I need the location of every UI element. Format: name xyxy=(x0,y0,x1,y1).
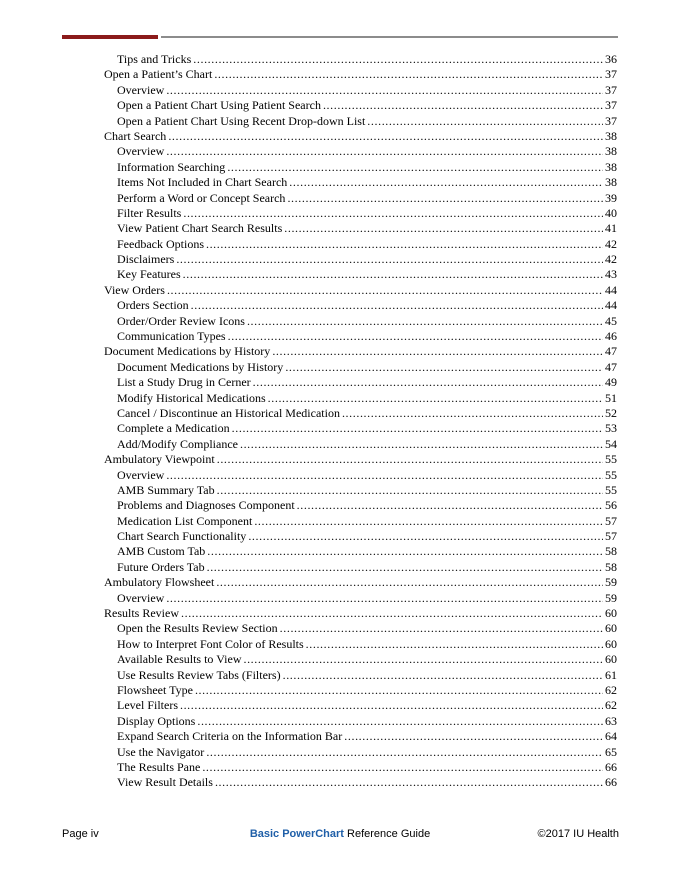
toc-entry-page: 60 xyxy=(605,636,617,651)
toc-entry[interactable] xyxy=(104,83,617,98)
toc-leader-dots xyxy=(289,175,603,190)
header-rule-accent xyxy=(62,35,158,39)
toc-entry[interactable] xyxy=(104,575,617,590)
toc-entry-page: 37 xyxy=(605,67,617,82)
toc-entry-page: 46 xyxy=(605,329,617,344)
toc-entry-page: 53 xyxy=(605,421,617,436)
toc-entry-page: 54 xyxy=(605,436,617,451)
toc-entry-title: View Orders xyxy=(104,282,165,297)
toc-leader-dots xyxy=(217,483,603,498)
toc-entry-title: Complete a Medication xyxy=(117,421,230,436)
toc-leader-dots xyxy=(248,529,603,544)
toc-entry[interactable] xyxy=(104,652,617,667)
toc-entry-page: 38 xyxy=(605,175,617,190)
toc-entry-title: Modify Historical Medications xyxy=(117,390,266,405)
toc-entry[interactable] xyxy=(104,375,617,390)
toc-entry-page: 44 xyxy=(605,298,617,313)
toc-entry[interactable] xyxy=(104,775,617,790)
toc-entry-page: 38 xyxy=(605,144,617,159)
toc-entry[interactable] xyxy=(104,421,617,436)
footer-page-number: Page iv xyxy=(62,828,99,840)
toc-entry-title: Disclaimers xyxy=(117,252,175,267)
toc-entry[interactable] xyxy=(104,344,617,359)
toc-entry-title: Available Results to View xyxy=(117,652,242,667)
toc-entry-title: Open a Patient’s Chart xyxy=(104,67,213,82)
toc-entry-title: Medication List Component xyxy=(117,513,253,528)
toc-entry-title: Orders Section xyxy=(117,298,189,313)
toc-entry[interactable] xyxy=(104,591,617,606)
page-footer xyxy=(0,828,680,844)
toc-entry-page: 62 xyxy=(605,698,617,713)
toc-entry-page: 64 xyxy=(605,729,617,744)
toc-entry-page: 52 xyxy=(605,405,617,420)
toc-entry[interactable] xyxy=(104,683,617,698)
toc-entry-page: 42 xyxy=(605,236,617,251)
toc-entry-title: Use the Navigator xyxy=(117,744,205,759)
toc-entry-page: 57 xyxy=(605,529,617,544)
toc-entry[interactable] xyxy=(104,237,617,252)
toc-entry-page: 39 xyxy=(605,190,617,205)
toc-entry[interactable] xyxy=(104,560,617,575)
toc-entry-title: AMB Summary Tab xyxy=(117,482,215,497)
toc-leader-dots xyxy=(284,221,603,236)
toc-entry-title: View Patient Chart Search Results xyxy=(117,221,283,236)
toc-leader-dots xyxy=(214,67,603,82)
toc-entry-page: 62 xyxy=(605,683,617,697)
toc-leader-dots xyxy=(202,760,603,775)
toc-entry-title: Open the Results Review Section xyxy=(117,621,278,636)
toc-entry[interactable] xyxy=(104,52,617,67)
toc-entry-title: Perform a Word or Concept Search xyxy=(117,190,286,205)
toc-entry[interactable] xyxy=(104,67,617,82)
toc-entry-title: View Result Details xyxy=(117,775,213,790)
toc-entry-page: 58 xyxy=(605,559,617,574)
toc-entry-page: 60 xyxy=(605,652,617,667)
toc-entry[interactable] xyxy=(104,621,617,636)
toc-entry[interactable] xyxy=(104,437,617,452)
toc-entry[interactable] xyxy=(104,514,617,529)
toc-entry-page: 38 xyxy=(605,159,617,174)
toc-entry[interactable] xyxy=(104,452,617,467)
footer-title-rest: Reference Guide xyxy=(343,828,431,840)
toc-entry[interactable] xyxy=(104,637,617,652)
toc-leader-dots xyxy=(206,745,603,760)
toc-leader-dots xyxy=(207,560,603,575)
toc-entry-page: 55 xyxy=(605,467,617,482)
toc-leader-dots xyxy=(207,544,603,559)
toc-leader-dots xyxy=(206,237,603,252)
toc-entry[interactable] xyxy=(104,606,617,621)
toc-entry-page: 43 xyxy=(605,267,617,282)
toc-leader-dots xyxy=(287,191,603,206)
toc-entry-title: Open a Patient Chart Using Recent Drop-down List xyxy=(117,113,366,128)
toc-entry-title: Key Features xyxy=(117,267,181,282)
toc-entry-title: Overview xyxy=(117,467,165,482)
toc-entry-page: 38 xyxy=(605,128,617,143)
footer-copyright: ©2017 IU Health xyxy=(537,828,619,840)
toc-entry-title: Communication Types xyxy=(117,329,226,344)
toc-entry-title: Overview xyxy=(117,144,165,159)
header-rule xyxy=(161,36,618,38)
toc-entry[interactable] xyxy=(104,329,617,344)
toc-leader-dots xyxy=(166,83,603,98)
toc-entry-page: 37 xyxy=(605,98,617,113)
toc-leader-dots xyxy=(166,144,603,159)
toc-entry-page: 59 xyxy=(605,575,617,590)
toc-entry-title: Items Not Included in Chart Search xyxy=(117,175,288,190)
toc-entry-title: How to Interpret Font Color of Results xyxy=(117,636,304,651)
toc-entry-page: 58 xyxy=(605,544,617,559)
toc-entry-page: 60 xyxy=(605,606,617,621)
toc-entry-page: 47 xyxy=(605,359,617,374)
toc-entry[interactable] xyxy=(104,360,617,375)
toc-entry-title: Tips and Tricks xyxy=(117,51,192,66)
toc-entry-title: List a Study Drug in Cerner xyxy=(117,375,251,390)
toc-entry-title: Open a Patient Chart Using Patient Search xyxy=(117,98,321,113)
toc-entry-page: 57 xyxy=(605,513,617,528)
toc-entry-title: Ambulatory Viewpoint xyxy=(104,452,215,467)
toc-entry[interactable] xyxy=(104,668,617,683)
toc-entry-page: 44 xyxy=(605,282,617,297)
toc-entry[interactable] xyxy=(104,314,617,329)
toc-leader-dots xyxy=(228,329,603,344)
toc-entry[interactable] xyxy=(104,406,617,421)
table-of-contents xyxy=(104,52,617,791)
toc-entry-page: 36 xyxy=(605,51,617,66)
toc-entry[interactable] xyxy=(104,545,617,560)
toc-entry-page: 59 xyxy=(605,590,617,605)
toc-leader-dots xyxy=(227,160,603,175)
toc-entry-title: Use Results Review Tabs (Filters) xyxy=(117,667,281,682)
toc-entry-page: 47 xyxy=(605,344,617,359)
toc-leader-dots xyxy=(166,468,603,483)
toc-leader-dots xyxy=(285,360,603,375)
toc-leader-dots xyxy=(180,698,603,713)
toc-entry-page: 41 xyxy=(605,221,617,236)
toc-entry-page: 42 xyxy=(605,252,617,267)
toc-entry[interactable] xyxy=(104,252,617,267)
toc-entry-page: 51 xyxy=(605,390,617,405)
toc-leader-dots xyxy=(253,375,603,390)
toc-entry-page: 55 xyxy=(605,482,617,497)
toc-entry-page: 60 xyxy=(605,621,617,636)
toc-entry-page: 65 xyxy=(605,744,617,759)
toc-entry-page: 37 xyxy=(605,82,617,97)
toc-leader-dots xyxy=(181,606,603,621)
toc-entry-title: AMB Custom Tab xyxy=(117,544,206,559)
toc-leader-dots xyxy=(215,775,603,790)
toc-leader-dots xyxy=(297,498,603,513)
toc-entry-title: Overview xyxy=(117,82,165,97)
toc-entry-page: 40 xyxy=(605,205,617,220)
toc-entry[interactable] xyxy=(104,760,617,775)
toc-entry[interactable] xyxy=(104,267,617,282)
toc-entry-title: Display Options xyxy=(117,713,196,728)
toc-entry-page: 55 xyxy=(605,452,617,467)
toc-entry-page: 63 xyxy=(605,713,617,728)
toc-leader-dots xyxy=(247,314,603,329)
toc-entry[interactable] xyxy=(104,283,617,298)
toc-entry-page: 56 xyxy=(605,498,617,513)
toc-entry[interactable] xyxy=(104,298,617,313)
toc-entry[interactable] xyxy=(104,714,617,729)
toc-entry[interactable] xyxy=(104,498,617,513)
toc-entry-title: Future Orders Tab xyxy=(117,559,205,574)
toc-entry-title: Expand Search Criteria on the Information Bar xyxy=(117,729,343,744)
toc-entry-title: Problems and Diagnoses Component xyxy=(117,498,295,513)
toc-entry-page: 66 xyxy=(605,759,617,774)
toc-entry[interactable] xyxy=(104,206,617,221)
toc-entry-title: Order/Order Review Icons xyxy=(117,313,245,328)
toc-leader-dots xyxy=(283,668,603,683)
toc-entry[interactable] xyxy=(104,468,617,483)
toc-entry[interactable] xyxy=(104,191,617,206)
toc-leader-dots xyxy=(323,98,603,113)
toc-entry-title: Information Searching xyxy=(117,159,226,174)
toc-entry[interactable] xyxy=(104,729,617,744)
toc-entry-title: Level Filters xyxy=(117,698,178,713)
toc-leader-dots xyxy=(367,114,603,129)
toc-entry-page: 45 xyxy=(605,313,617,328)
toc-leader-dots xyxy=(280,621,603,636)
toc-entry[interactable] xyxy=(104,698,617,713)
toc-leader-dots xyxy=(243,652,603,667)
toc-leader-dots xyxy=(168,129,603,144)
toc-entry[interactable] xyxy=(104,221,617,236)
toc-entry[interactable] xyxy=(104,745,617,760)
toc-leader-dots xyxy=(216,575,603,590)
toc-leader-dots xyxy=(232,421,603,436)
toc-leader-dots xyxy=(195,683,603,698)
toc-leader-dots xyxy=(191,298,603,313)
toc-entry-title: Chart Search Functionality xyxy=(117,529,247,544)
toc-entry-page: 49 xyxy=(605,375,617,390)
toc-leader-dots xyxy=(176,252,603,267)
toc-entry[interactable] xyxy=(104,129,617,144)
toc-leader-dots xyxy=(272,344,603,359)
toc-leader-dots xyxy=(167,283,603,298)
toc-entry-title: The Results Pane xyxy=(117,759,201,774)
toc-leader-dots xyxy=(183,267,603,282)
toc-leader-dots xyxy=(254,514,603,529)
toc-leader-dots xyxy=(166,591,603,606)
toc-entry[interactable] xyxy=(104,391,617,406)
toc-entry[interactable] xyxy=(104,144,617,159)
toc-entry-title: Cancel / Discontinue an Historical Medication xyxy=(117,405,340,420)
toc-entry-title: Document Medications by History xyxy=(104,344,271,359)
toc-leader-dots xyxy=(193,52,603,67)
toc-leader-dots xyxy=(240,437,603,452)
toc-entry-page: 66 xyxy=(605,775,617,790)
toc-leader-dots xyxy=(268,391,603,406)
toc-entry[interactable] xyxy=(104,175,617,190)
toc-entry-title: Chart Search xyxy=(104,128,167,143)
toc-entry[interactable] xyxy=(104,114,617,129)
toc-entry[interactable] xyxy=(104,529,617,544)
toc-entry[interactable] xyxy=(104,483,617,498)
toc-entry-title: Document Medications by History xyxy=(117,359,284,374)
footer-brand: Basic PowerChart xyxy=(249,828,344,840)
toc-entry-page: 61 xyxy=(605,667,617,682)
toc-leader-dots xyxy=(183,206,603,221)
toc-entry-title: Feedback Options xyxy=(117,236,204,251)
toc-entry-title: Add/Modify Compliance xyxy=(117,436,238,451)
toc-leader-dots xyxy=(342,406,603,421)
toc-entry-title: Flowsheet Type xyxy=(117,683,193,697)
toc-entry-title: Ambulatory Flowsheet xyxy=(104,575,215,590)
toc-entry-title: Results Review xyxy=(104,606,179,621)
toc-leader-dots xyxy=(197,714,603,729)
toc-entry-title: Overview xyxy=(117,590,165,605)
toc-entry[interactable] xyxy=(104,160,617,175)
toc-entry-title: Filter Results xyxy=(117,205,182,220)
toc-leader-dots xyxy=(217,452,603,467)
toc-entry[interactable] xyxy=(104,98,617,113)
toc-leader-dots xyxy=(306,637,603,652)
toc-leader-dots xyxy=(344,729,603,744)
toc-entry-page: 37 xyxy=(605,113,617,128)
